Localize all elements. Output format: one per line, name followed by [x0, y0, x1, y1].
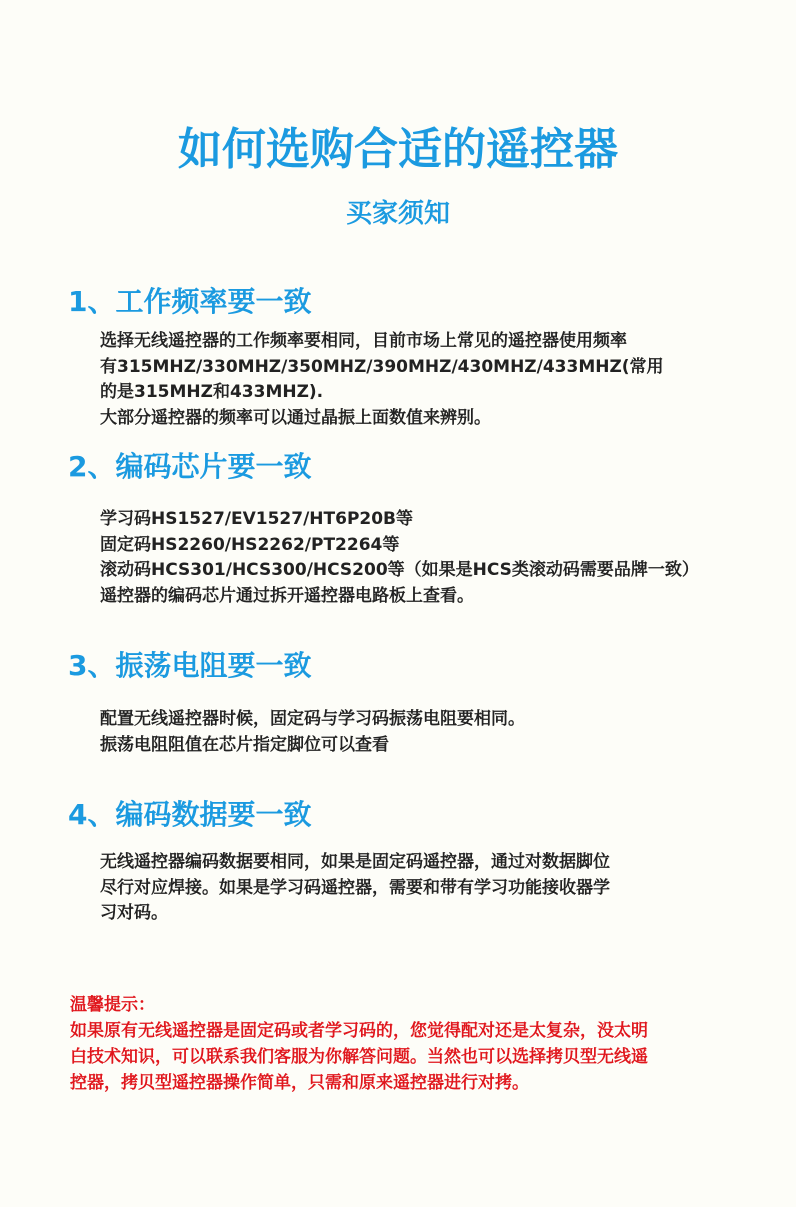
notice-text-line: 控器，拷贝型遥控器操作简单，只需和原来遥控器进行对拷。 [70, 1073, 529, 1093]
section-text-line: 的是315MHZ和433MHZ). [100, 382, 324, 402]
warm-notice [70, 992, 760, 1096]
section-text-line: 配置无线遥控器时候，固定码与学习码振荡电阻要相同。 [100, 709, 525, 729]
section-heading-code-data: 4、编码数据要一致 [68, 798, 312, 831]
section-text-line: 习对码。 [100, 903, 168, 923]
notice-label: 温馨提示： [70, 995, 155, 1015]
notice-text-line: 如果原有无线遥控器是固定码或者学习码的，您觉得配对还是太复杂，没太明 [70, 1021, 648, 1041]
page-subtitle: 买家须知 [345, 199, 450, 229]
section-body-encoder-chip [100, 507, 780, 609]
section-text-line: 振荡电阻阻值在芯片指定脚位可以查看 [100, 734, 389, 755]
section-text-line: 大部分遥控器的频率可以通过晶振上面数值来辨别。 [100, 407, 491, 428]
section-heading-oscillator-resistor: 3、振荡电阻要一致 [68, 649, 312, 682]
page-title: 如何选购合适的遥控器 [178, 124, 618, 175]
section-heading-frequency: 1、工作频率要一致 [68, 285, 312, 318]
section-text-line: 尽行对应焊接。如果是学习码遥控器，需要和带有学习功能接收器学 [100, 877, 610, 898]
section-heading-encoder-chip: 2、编码芯片要一致 [68, 450, 312, 483]
notice-text-line: 白技术知识，可以联系我们客服为你解答问题。当然也可以选择拷贝型无线遥 [70, 1047, 648, 1067]
section-text-line: 固定码HS2260/HS2262/PT2264等 [100, 534, 400, 555]
section-body-code-data [100, 850, 780, 927]
section-text-line: 有315MHZ/330MHZ/350MHZ/390MHZ/430MHZ/433MHZ(常用 [100, 356, 664, 377]
section-text-line: 无线遥控器编码数据要相同，如果是固定码遥控器，通过对数据脚位 [100, 852, 610, 872]
section-text-line: 遥控器的编码芯片通过拆开遥控器电路板上查看。 [100, 585, 474, 606]
section-body-frequency [100, 329, 780, 431]
section-text-line: 学习码HS1527/EV1527/HT6P20B等 [100, 509, 414, 529]
section-text-line: 选择无线遥控器的工作频率要相同，目前市场上常见的遥控器使用频率 [100, 331, 627, 351]
section-text-line: 滚动码HCS301/HCS300/HCS200等（如果是HCS类滚动码需要品牌一致） [100, 560, 699, 580]
section-body-oscillator-resistor [100, 707, 780, 758]
